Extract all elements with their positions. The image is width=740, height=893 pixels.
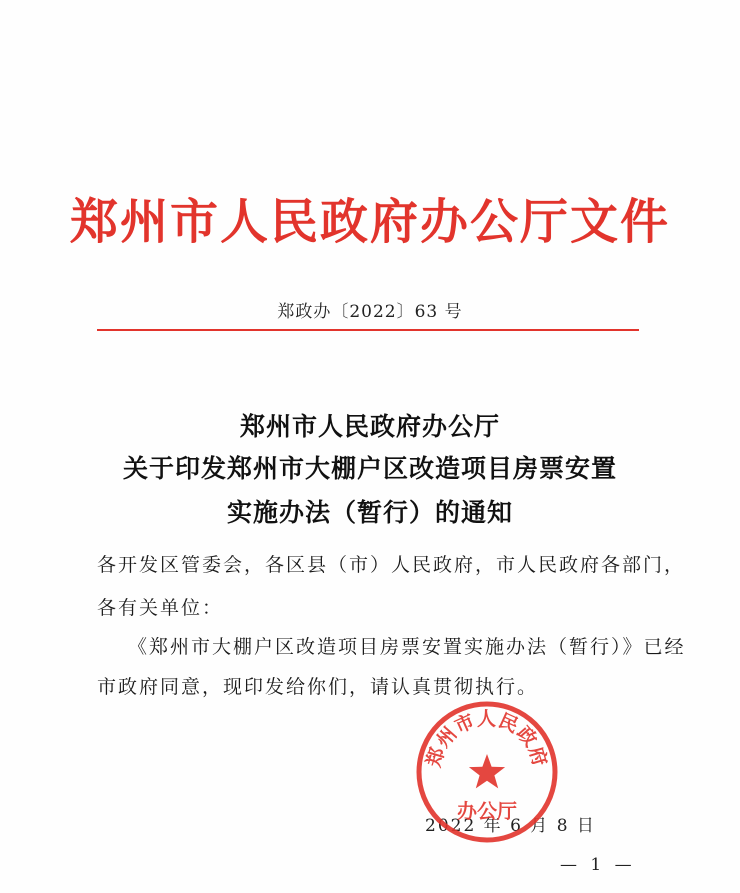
official-seal-icon [414,699,560,845]
body-paragraph-line-2: 市政府同意，现印发给你们，请认真贯彻执行。 [97,676,539,698]
header-divider [97,329,639,331]
notice-title-line-3: 实施办法（暂行）的通知 [226,498,513,527]
document-header-title: 郑州市人民政府办公厅文件 [69,194,670,250]
seal-star-icon [469,754,505,788]
recipients-line-1: 各开发区管委会，各区县（市）人民政府，市人民政府各部门， [97,554,686,576]
page-number: — 1 — [560,855,636,875]
svg-text:办公厅: 办公厅 [457,799,517,823]
body-paragraph-line-1: 《郑州市大棚户区改造项目房票安置实施办法（暂行）》已经 [128,636,686,658]
document-number: 郑政办〔2022〕63 号 [277,302,463,322]
signature-date: 2022 年 6 月 8 日 [425,816,596,836]
svg-text:郑州市人民政府: 郑州市人民政府 [422,708,552,770]
notice-title-line-1: 郑州市人民政府办公厅 [239,412,500,441]
recipients-line-2: 各有关单位： [97,597,224,619]
notice-title-line-2: 关于印发郑州市大棚户区改造项目房票安置 [122,454,617,483]
